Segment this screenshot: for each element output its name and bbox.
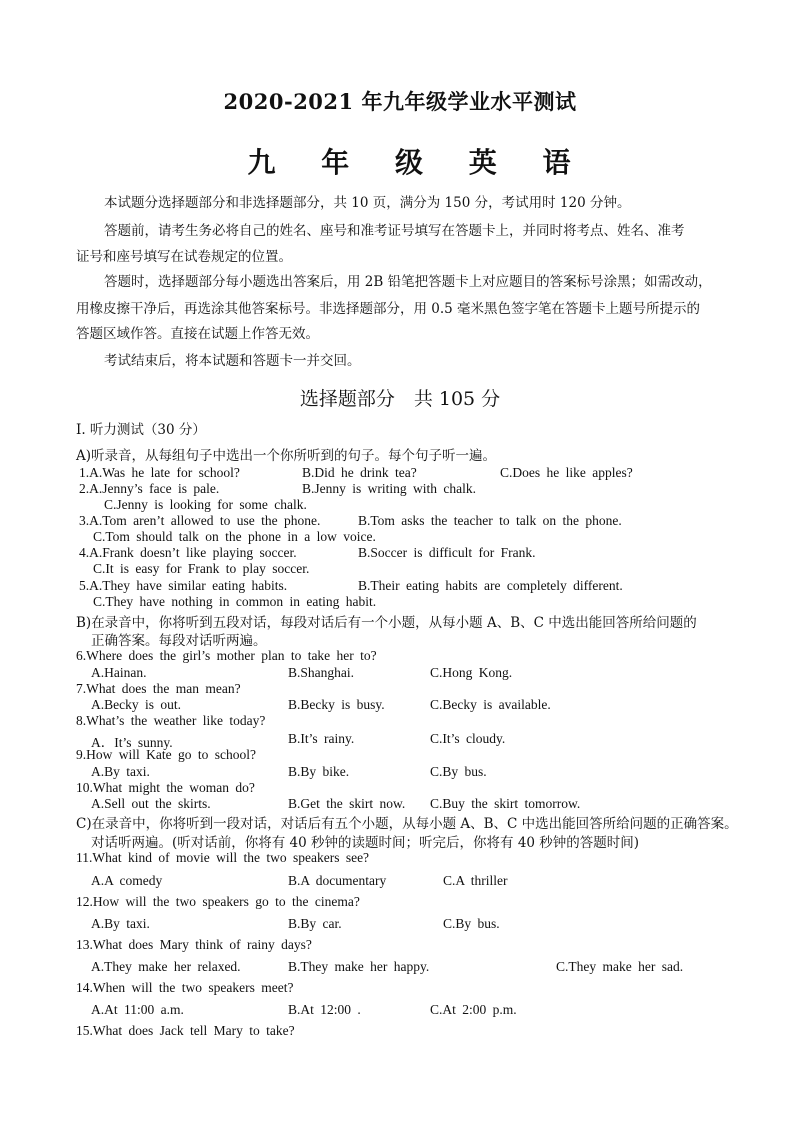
section-title: 选择题部分 共 105 分	[299, 388, 501, 410]
list-item: 2.A.Jenny’s face is pale.	[79, 481, 220, 496]
list-item: B.Their eating habits are completely different.	[358, 578, 623, 593]
list-item: C.It is easy for Frank to play soccer.	[93, 561, 310, 576]
list-item: B.Did he drink tea?	[302, 465, 417, 480]
question-text: 12.How will the two speakers go to the cinema?	[76, 894, 360, 909]
list-item: C.They have nothing in common in eating habit.	[93, 594, 377, 609]
option-b: B.Get the skirt now.	[288, 796, 406, 811]
list-item: C.Tom should talk on the phone in a low voice.	[93, 529, 376, 544]
question-text: 7.What does the man mean?	[76, 681, 241, 696]
part-c-intro: C)在录音中，你将听到一段对话，对话后有五个小题，从每小题 A、B、C 中选出能回答所给问题的正确答案。	[76, 816, 738, 832]
subject-title: 九 年 级 英 语	[247, 146, 589, 179]
option-b: B.It’s rainy.	[288, 731, 355, 746]
instruction-line: 答题时，选择题部分每小题选出答案后，用 2B 铅笔把答题卡上对应题目的答案标号涂黑；如需改动，	[104, 274, 712, 290]
instruction-line: 本试题分选择题部分和非选择题部分，共 10 页，满分为 150 分，考试用时 120 分钟。	[104, 195, 631, 211]
option-c: C.Buy the skirt tomorrow.	[430, 796, 581, 811]
part-b-intro: 正确答案。每段对话听两遍。	[91, 633, 267, 649]
instruction-line: 用橡皮擦干净后，再选涂其他答案标号。非选择题部分，用 0.5 毫米黑色签字笔在答题卡上题号所提示的	[76, 301, 701, 317]
question-text: 13.What does Mary think of rainy days?	[76, 937, 312, 952]
instruction-line: 答题前，请考生务必将自己的姓名、座号和准考证号填写在答题卡上，并同时将考点、姓名、准考	[104, 223, 685, 239]
option-a: A.By taxi.	[91, 764, 150, 779]
option-a: A.Sell out the skirts.	[91, 796, 211, 811]
list-item: B.Soccer is difficult for Frank.	[358, 545, 536, 560]
option-a: A.At 11:00 a.m.	[91, 1002, 184, 1017]
question-text: 15.What does Jack tell Mary to take?	[76, 1023, 295, 1038]
option-c: C.By bus.	[443, 916, 500, 931]
option-b: B.A documentary	[288, 873, 387, 888]
list-item: B.Jenny is writing with chalk.	[302, 481, 476, 496]
option-a: A.Becky is out.	[91, 697, 181, 712]
option-a: A.They make her relaxed.	[91, 959, 241, 974]
option-c: C.They make her sad.	[556, 959, 684, 974]
part-title: I. 听力测试（30 分）	[76, 422, 206, 438]
option-b: B.By car.	[288, 916, 342, 931]
question-text: 14.When will the two speakers meet?	[76, 980, 294, 995]
list-item: 4.A.Frank doesn’t like playing soccer.	[79, 545, 297, 560]
list-item: 1.A.Was he late for school?	[79, 465, 240, 480]
question-text: 6.Where does the girl’s mother plan to take her to?	[76, 648, 377, 663]
question-text: 8.What’s the weather like today?	[76, 713, 266, 728]
option-b: B.They make her happy.	[288, 959, 430, 974]
instruction-line: 证号和座号填写在试卷规定的位置。	[76, 249, 292, 265]
option-c: C.At 2:00 p.m.	[430, 1002, 517, 1017]
option-b: B.By bike.	[288, 764, 350, 779]
option-a: A.By taxi.	[91, 916, 150, 931]
option-c: C.Becky is available.	[430, 697, 551, 712]
list-item: C.Does he like apples?	[500, 465, 633, 480]
option-a: A.A comedy	[91, 873, 163, 888]
part-a-intro: A)听录音，从每组句子中选出一个你所听到的句子。每个句子听一遍。	[76, 448, 497, 464]
question-text: 11.What kind of movie will the two speakers see?	[76, 850, 370, 865]
list-item: 3.A.Tom aren’t allowed to use the phone.	[79, 513, 321, 528]
option-c: C.It’s cloudy.	[430, 731, 506, 746]
option-b: B.Shanghai.	[288, 665, 354, 680]
option-c: C.By bus.	[430, 764, 487, 779]
option-b: B.Becky is busy.	[288, 697, 385, 712]
list-item: B.Tom asks the teacher to talk on the phone.	[358, 513, 622, 528]
exam-title: 2020-2021 年九年级学业水平测试	[223, 89, 577, 114]
list-item: 5.A.They have similar eating habits.	[79, 578, 288, 593]
option-a: A．It’s sunny.	[91, 735, 173, 750]
part-c-intro: 对话听两遍。(听对话前，你将有 40 秒钟的读题时间；听完后，你将有 40 秒钟的答题时间)	[91, 835, 640, 851]
option-c: C.Hong Kong.	[430, 665, 513, 680]
option-b: B.At 12:00 .	[288, 1002, 361, 1017]
part-b-intro: B)在录音中，你将听到五段对话，每段对话后有一个小题，从每小题 A、B、C 中选出能回答所给问题的	[76, 615, 697, 631]
question-text: 10.What might the woman do?	[76, 780, 255, 795]
question-text: 9.How will Kate go to school?	[76, 747, 256, 762]
instruction-line: 答题区域作答。直接在试题上作答无效。	[76, 326, 319, 342]
option-c: C.A thriller	[443, 873, 508, 888]
option-a: A.Hainan.	[91, 665, 147, 680]
instruction-line: 考试结束后，将本试题和答题卡一并交回。	[104, 353, 361, 369]
list-item: C.Jenny is looking for some chalk.	[104, 497, 307, 512]
